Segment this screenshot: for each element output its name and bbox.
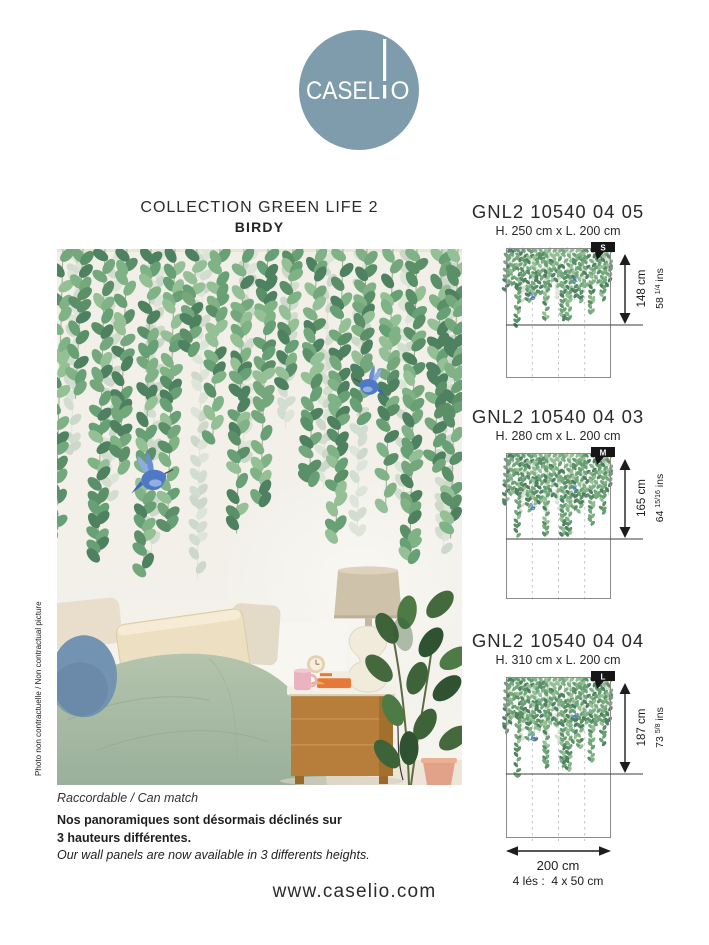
match-note: Raccordable / Can match bbox=[57, 791, 199, 805]
variant-thumbnail-m bbox=[506, 447, 706, 607]
width-note bbox=[458, 845, 658, 889]
description-fr-line1: Nos panoramiques sont désormais déclinés sur bbox=[57, 813, 342, 827]
variant-size: H. 250 cm x L. 200 cm bbox=[495, 224, 621, 238]
caselio-logo bbox=[298, 30, 420, 152]
logo-i-bar bbox=[383, 39, 386, 81]
variant-size: H. 310 cm x L. 200 cm bbox=[495, 653, 621, 667]
logo-text-right: O bbox=[390, 77, 410, 105]
logo-i-stem bbox=[383, 85, 386, 99]
logo-text-left: CASEL bbox=[306, 77, 381, 105]
variant-m-block bbox=[458, 406, 666, 607]
svg-text:73 5/8 ins: 73 $^{5/8}$ ins bbox=[654, 707, 666, 748]
variant-s-block bbox=[458, 201, 666, 386]
variant-size: H. 280 cm x L. 200 cm bbox=[495, 429, 621, 443]
description-block bbox=[57, 812, 370, 865]
svg-text:165 cm: 165 cm bbox=[636, 479, 648, 517]
product-photo bbox=[57, 249, 462, 785]
svg-text:187 cm: 187 cm bbox=[636, 708, 648, 747]
variant-thumbnail-l bbox=[506, 671, 706, 846]
svg-text:58 1/4 ins: 58 $^{1/4}$ ins bbox=[654, 268, 666, 309]
svg-text:M: M bbox=[599, 448, 607, 458]
website-link[interactable]: www.caselio.com bbox=[272, 881, 437, 902]
variant-code: GNL2 10540 04 03 bbox=[471, 406, 645, 427]
svg-text:S: S bbox=[600, 243, 606, 253]
svg-text:64 15/16 ins: 64 $^{15/16}$ ins bbox=[654, 473, 666, 523]
width-label: 200 cm bbox=[536, 858, 580, 873]
svg-text:L: L bbox=[600, 672, 606, 682]
variant-code: GNL2 10540 04 04 bbox=[471, 630, 645, 651]
description-en: Our wall panels are now available in 3 differents heights. bbox=[57, 848, 370, 862]
product-name: BIRDY bbox=[234, 219, 285, 235]
variant-code: GNL2 10540 04 05 bbox=[471, 201, 645, 222]
variant-l-block bbox=[458, 630, 666, 846]
variant-thumbnail-s bbox=[506, 242, 706, 386]
collection-title: COLLECTION GREEN LIFE 2 bbox=[140, 199, 379, 216]
photo-disclaimer-vertical: Photo non contractuelle / Non contractual picture bbox=[33, 601, 43, 776]
svg-text:148 cm: 148 cm bbox=[636, 269, 648, 308]
width-arrow-icon bbox=[506, 845, 611, 857]
description-fr-line2: 3 hauteurs différentes. bbox=[57, 830, 192, 845]
strips-label: 4 lés : 4 x 50 cm bbox=[512, 874, 604, 888]
